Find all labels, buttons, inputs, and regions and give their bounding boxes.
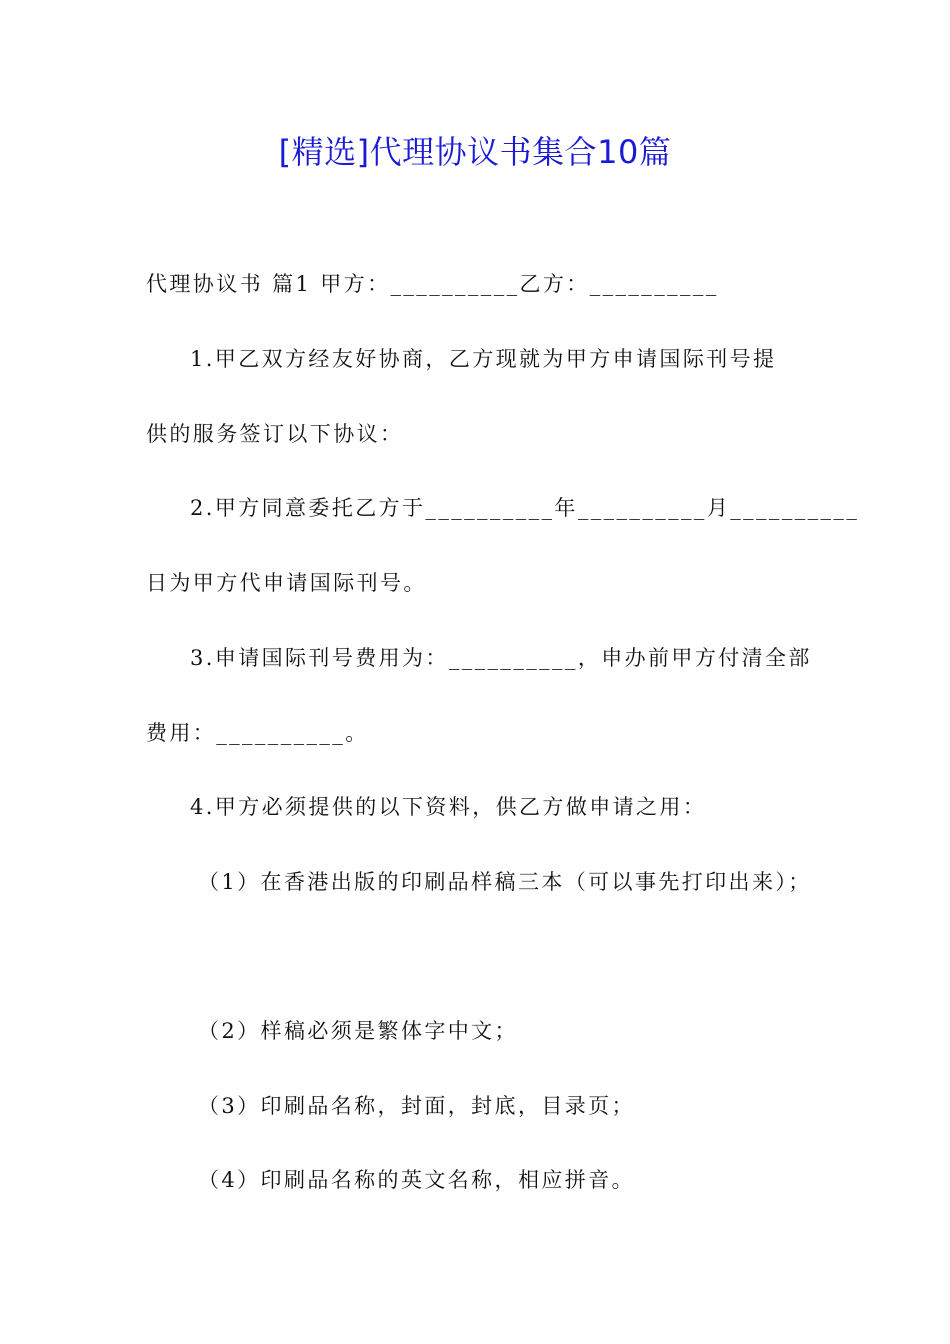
clause-1-line-2: 供的服务签订以下协议： <box>146 422 404 446</box>
agreement-heading-line: 代理协议书 篇1 甲方：__________乙方：__________ <box>146 272 719 296</box>
clause-2-line-2: 日为甲方代申请国际刊号。 <box>146 571 427 595</box>
clause-4-item-2: （2）样稿必须是繁体字中文； <box>198 1019 518 1043</box>
clause-3-line-2: 费用：__________。 <box>146 721 369 745</box>
clause-4-line: 4.甲方必须提供的以下资料，供乙方做申请之用： <box>190 795 707 819</box>
clause-4-item-1: （1）在香港出版的印刷品样稿三本（可以事先打印出来）； <box>198 870 812 894</box>
clause-3-line-1: 3.申请国际刊号费用为：__________，申办前甲方付清全部 <box>190 646 812 670</box>
clause-2-line-1: 2.甲方同意委托乙方于__________年__________月__________ <box>190 496 860 520</box>
document-title: [精选]代理协议书集合10篇 <box>278 133 672 171</box>
clause-4-item-4: （4）印刷品名称的英文名称，相应拼音。 <box>198 1168 635 1192</box>
clause-1-line-1: 1.甲乙双方经友好协商，乙方现就为甲方申请国际刊号提 <box>190 347 777 371</box>
clause-4-item-3: （3）印刷品名称，封面，封底，目录页； <box>198 1094 635 1118</box>
